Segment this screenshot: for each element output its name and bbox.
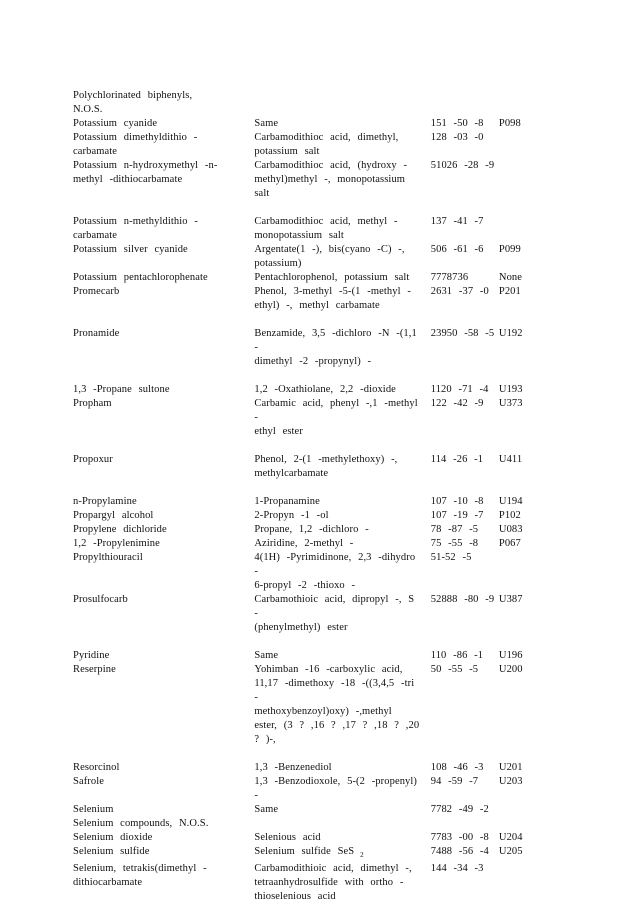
cas-number-cell: 506 -61 -6: [430, 244, 484, 255]
waste-code-cell: P201: [498, 286, 521, 297]
synonym-cell: 1,3 -Benzenediol: [254, 762, 332, 773]
waste-code-cell: U194: [498, 496, 523, 507]
cas-number-cell: 2631 -37 -0: [430, 286, 489, 297]
synonym-cell: Selenium sulfide SeS $_2$: [254, 846, 364, 860]
waste-code-cell: U200: [498, 664, 523, 675]
cas-number-cell: 94 -59 -7: [430, 776, 479, 787]
waste-code-cell: U373: [498, 398, 523, 409]
synonym-cell: Carbamodithioc acid, dimethyl, potassium salt: [254, 132, 399, 157]
synonym-cell: 4(1H) -Pyrimidinone, 2,3 -dihydro - 6-propyl -2 -thioxo -: [254, 552, 416, 591]
cas-number-cell: 50 -55 -5: [430, 664, 479, 675]
waste-code-cell: [499, 551, 539, 593]
synonym-cell: 1,2 -Oxathiolane, 2,2 -dioxide: [254, 384, 396, 395]
waste-code-cell: U193: [498, 384, 523, 395]
synonym-cell: Selenious acid: [254, 832, 321, 843]
cas-number-cell: 110 -86 -1: [430, 650, 484, 661]
cas-number-cell: 23950 -58 -5: [430, 328, 495, 339]
chemical-name-cell: Potassium n-hydroxymethyl -n- methyl -dithiocarbamate: [73, 160, 218, 185]
waste-code-cell: U387: [498, 594, 523, 605]
chemical-name-cell: n-Propylamine: [73, 496, 137, 507]
waste-code-cell: P098: [498, 118, 521, 129]
synonym-cell: 2-Propyn -1 -ol: [254, 510, 329, 521]
cas-number-cell: 7782 -49 -2: [430, 804, 489, 815]
table-row: [73, 817, 539, 831]
waste-code-cell: P102: [498, 510, 521, 521]
table-row: [73, 397, 539, 453]
waste-code-cell: [499, 817, 539, 831]
waste-code-cell: U192: [498, 328, 523, 339]
cas-number-cell: 122 -42 -9: [430, 398, 484, 409]
synonym-cell: 1-Propanamine: [254, 496, 320, 507]
cas-number-cell: 52888 -80 -9: [430, 594, 495, 605]
synonym-cell: Argentate(1 -), bis(cyano -C) -, potassium): [254, 244, 405, 269]
table-row: [73, 649, 539, 663]
waste-code-cell: P067: [498, 538, 521, 549]
chemical-name-cell: Propargyl alcohol: [73, 510, 154, 521]
chemical-name-cell: Potassium pentachlorophenate: [73, 272, 208, 283]
table-row: [73, 551, 539, 593]
table-row: [73, 131, 539, 159]
cas-number-cell: 107 -19 -7: [430, 510, 484, 521]
waste-code-cell: U083: [498, 524, 523, 535]
synonym-cell: Phenol, 3-methyl -5-(1 -methyl - ethyl) -, methyl carbamate: [254, 286, 411, 311]
waste-code-cell: None: [498, 272, 523, 283]
chemical-name-cell: Resorcinol: [73, 762, 120, 773]
table-body: [73, 89, 539, 904]
cas-number-cell: 144 -34 -3: [430, 863, 484, 875]
chemical-name-cell: Potassium silver cyanide: [73, 244, 188, 255]
cas-number-cell: [431, 89, 499, 117]
synonym-cell: Propane, 1,2 -dichloro -: [254, 524, 369, 535]
chemical-name-cell: Propylene dichloride: [73, 524, 167, 535]
cas-number-cell: 114 -26 -1: [430, 454, 484, 465]
waste-code-cell: [499, 131, 539, 159]
chemical-name-cell: Selenium, tetrakis(dimethyl - dithiocarbamate: [73, 863, 207, 889]
chemical-name-cell: Polychlorinated biphenyls, N.O.S.: [73, 90, 193, 115]
chemical-name-cell: Prosulfocarb: [73, 594, 128, 605]
cas-number-cell: 7783 -00 -8: [430, 832, 489, 843]
table-row: [73, 89, 539, 117]
chemical-name-cell: Propham: [73, 398, 112, 409]
cas-number-cell: 108 -46 -3: [430, 762, 484, 773]
synonym-cell: Carbamodithioic acid, dimethyl -, tetraanhydrosulfide with ortho - thioselenious acid: [254, 863, 412, 903]
table-row: [73, 243, 539, 271]
table-row: [73, 495, 539, 509]
waste-code-cell: [499, 89, 539, 117]
table-row: [73, 453, 539, 495]
synonym-cell: Same: [254, 804, 279, 815]
cas-number-cell: 151 -50 -8: [430, 118, 484, 129]
cas-number-cell: 107 -10 -8: [430, 496, 484, 507]
chemical-name-cell: Selenium sulfide: [73, 846, 150, 857]
subscript: 2: [354, 851, 364, 860]
waste-code-cell: [499, 215, 539, 243]
chemical-name-cell: Potassium n-methyldithio - carbamate: [73, 216, 198, 241]
chemical-name-cell: Pronamide: [73, 328, 120, 339]
chemical-name-cell: Pyridine: [73, 650, 110, 661]
waste-code-cell: [499, 159, 539, 215]
synonym-cell: [254, 817, 430, 831]
chemical-name-cell: Potassium cyanide: [73, 118, 158, 129]
chemical-name-cell: Promecarb: [73, 286, 120, 297]
chemical-name-cell: Safrole: [73, 776, 105, 787]
synonym-cell: Same: [254, 118, 279, 129]
table-row: [73, 761, 539, 775]
chemical-name-cell: Selenium: [73, 804, 114, 815]
table-row: [73, 775, 539, 803]
cas-number-cell: 78 -87 -5: [430, 524, 479, 535]
table-row: [73, 215, 539, 243]
synonym-cell: Benzamide, 3,5 -dichloro -N -(1,1 - dimethyl -2 -propynyl) -: [254, 328, 417, 367]
synonym-cell: Carbamothioic acid, dipropyl -, S - (phenylmethyl) ester: [254, 594, 415, 633]
cas-number-cell: 7778736: [430, 272, 469, 283]
table-row: [73, 523, 539, 537]
table-row: [73, 663, 539, 761]
chemical-name-cell: 1,3 -Propane sultone: [73, 384, 170, 395]
cas-number-cell: 137 -41 -7: [430, 216, 484, 227]
table-row: [73, 537, 539, 551]
hazardous-chemicals-table: [73, 89, 539, 904]
waste-code-cell: [499, 803, 539, 817]
synonym-cell: Carbamic acid, phenyl -,1 -methyl - ethyl ester: [254, 398, 418, 437]
synonym-cell: Yohimban -16 -carboxylic acid, 11,17 -dimethoxy -18 -((3,4,5 -tri - methoxybenzoyl)oxy) -,methyl ester, (3 ? ,16 ? ,17 ? ,18 ? ,20 ? )-,: [254, 664, 420, 745]
table-row: [73, 159, 539, 215]
chemical-name-cell: Reserpine: [73, 664, 116, 675]
table-row: [73, 831, 539, 845]
cas-number-cell: 128 -03 -0: [430, 132, 484, 143]
chemical-name-cell: Selenium dioxide: [73, 832, 153, 843]
waste-code-cell: [499, 862, 539, 904]
waste-code-cell: U201: [498, 762, 523, 773]
table-row: [73, 593, 539, 649]
waste-code-cell: U204: [498, 832, 523, 843]
table-row: [73, 803, 539, 817]
waste-code-cell: U203: [498, 776, 523, 787]
waste-code-cell: P099: [498, 244, 521, 255]
synonym-cell: 1,3 -Benzodioxole, 5-(2 -propenyl) -: [254, 776, 418, 801]
cas-number-cell: 51-52 -5: [430, 552, 472, 563]
cas-number-cell: 1120 -71 -4: [430, 384, 489, 395]
cas-number-cell: 51026 -28 -9: [430, 160, 495, 171]
synonym-cell: Aziridine, 2-methyl -: [254, 538, 354, 549]
waste-code-cell: U411: [498, 454, 523, 465]
synonym-cell: Pentachlorophenol, potassium salt: [254, 272, 410, 283]
chemical-name-cell: Propoxur: [73, 454, 113, 465]
table-row: [73, 285, 539, 327]
synonym-cell: [254, 89, 430, 117]
synonym-cell: Carbamodithioc acid, methyl - monopotassium salt: [254, 216, 398, 241]
synonym-cell: Same: [254, 650, 279, 661]
cas-number-cell: [431, 817, 499, 831]
synonym-cell: Phenol, 2-(1 -methylethoxy) -, methylcarbamate: [254, 454, 398, 479]
table-row: [73, 845, 539, 862]
waste-code-cell: U196: [498, 650, 523, 661]
synonym-cell: Carbamodithioc acid, (hydroxy - methyl)methyl -, monopotassium salt: [254, 160, 408, 199]
table-row: [73, 509, 539, 523]
table-row: [73, 862, 539, 904]
table-row: [73, 327, 539, 383]
chemical-name-cell: Selenium compounds, N.O.S.: [73, 818, 209, 829]
cas-number-cell: 75 -55 -8: [430, 538, 479, 549]
chemical-name-cell: Potassium dimethyldithio - carbamate: [73, 132, 198, 157]
table-row: [73, 271, 539, 285]
chemical-name-cell: Propylthiouracil: [73, 552, 143, 563]
chemical-name-cell: 1,2 -Propylenimine: [73, 538, 160, 549]
cas-number-cell: 7488 -56 -4: [430, 846, 489, 857]
waste-code-cell: U205: [498, 846, 523, 857]
table-row: [73, 117, 539, 131]
table-row: [73, 383, 539, 397]
